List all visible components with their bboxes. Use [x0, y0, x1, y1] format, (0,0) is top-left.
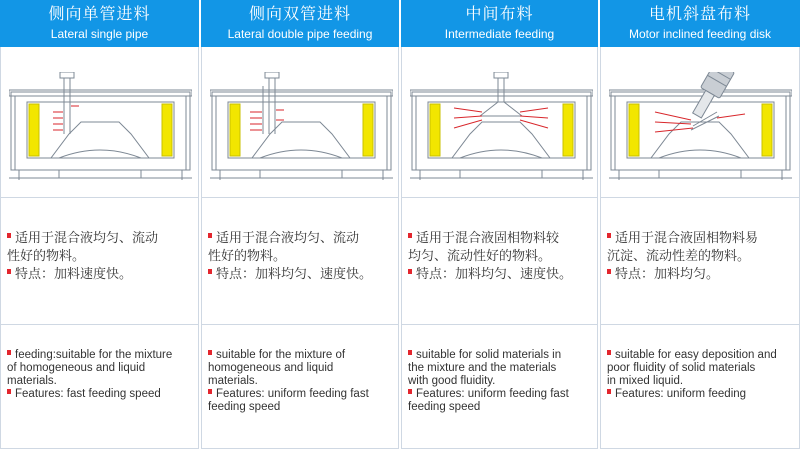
- en-line: Features: uniform feeding fast: [416, 388, 569, 400]
- zh-line: 适用于混合液均匀、流动: [15, 231, 159, 246]
- basket-wall-right-icon: [162, 104, 172, 156]
- description-en: [607, 349, 793, 401]
- zh-line: 适用于混合液均匀、流动: [216, 231, 360, 246]
- en-line: feeding speed: [408, 401, 481, 413]
- zh-line: 性好的物料。: [7, 249, 86, 264]
- en-line: suitable for the mixture of: [216, 349, 346, 361]
- en-line: suitable for solid materials in: [416, 349, 562, 361]
- zh-line: 特点：加料均匀、速度快。: [416, 267, 573, 282]
- zh-line: 沉淀、流动性差的物料。: [607, 249, 751, 264]
- en-line: materials.: [208, 375, 258, 387]
- feed-pipe-icon: [263, 72, 279, 134]
- feed-pipe-icon: [60, 72, 74, 134]
- basket-wall-left-icon: [29, 104, 39, 156]
- centrifuge-basket-diagram-icon: [410, 72, 593, 184]
- feed-pipe-icon: [480, 72, 522, 116]
- description-zh-cell: [600, 198, 800, 325]
- basket-wall-right-icon: [363, 104, 373, 156]
- centrifuge-basket-diagram-icon: [609, 72, 792, 184]
- header-title-en: Intermediate feeding: [444, 27, 555, 41]
- en-line: suitable for easy deposition and: [615, 349, 777, 361]
- description-en-cell: [0, 325, 199, 449]
- description-en-cell: [600, 325, 800, 449]
- description-zh: [408, 230, 591, 284]
- en-line: Features: uniform feeding fast: [216, 388, 369, 400]
- centrifuge-basket-diagram-icon: [210, 72, 393, 184]
- red-bullet-icon: [408, 269, 412, 274]
- basket-wall-right-icon: [762, 104, 772, 156]
- basket-wall-left-icon: [230, 104, 240, 156]
- description-zh-cell: [401, 198, 598, 325]
- zh-line: 特点：加料均匀。: [615, 267, 720, 282]
- column-header: [0, 0, 199, 47]
- red-bullet-icon: [7, 269, 11, 274]
- column-header: [201, 0, 399, 47]
- red-bullet-icon: [607, 350, 611, 355]
- en-line: feeding:suitable for the mixture: [15, 349, 173, 361]
- header-title-en: Lateral double pipe feeding: [227, 27, 373, 41]
- red-bullet-icon: [607, 389, 611, 394]
- column-header: [600, 0, 800, 47]
- diagram-cell: [600, 47, 800, 198]
- description-zh-cell: [0, 198, 199, 325]
- description-zh: [208, 230, 392, 284]
- description-zh: [7, 230, 192, 284]
- en-line: feeding speed: [208, 401, 281, 413]
- red-bullet-icon: [607, 269, 611, 274]
- en-line: Features: uniform feeding: [615, 388, 747, 400]
- description-en: [408, 349, 591, 414]
- red-bullet-icon: [7, 389, 11, 394]
- red-bullet-icon: [208, 233, 212, 238]
- en-line: in mixed liquid.: [607, 375, 684, 387]
- diagram-cell: [401, 47, 598, 198]
- header-title-zh: 电机斜盘布料: [648, 4, 751, 23]
- en-line: of homogeneous and liquid: [7, 362, 146, 374]
- column-lateral-single-pipe: [0, 0, 199, 449]
- basket-wall-left-icon: [430, 104, 440, 156]
- red-bullet-icon: [208, 269, 212, 274]
- diagram-cell: [0, 47, 199, 198]
- description-en: [7, 349, 192, 401]
- red-bullet-icon: [7, 350, 11, 355]
- en-line: poor fluidity of solid materials: [607, 362, 756, 374]
- red-bullet-icon: [408, 233, 412, 238]
- header-title-en: Motor inclined feeding disk: [628, 27, 772, 41]
- en-line: materials.: [7, 375, 57, 387]
- description-zh-cell: [201, 198, 399, 325]
- description-en-cell: [401, 325, 598, 449]
- header-title-zh: 侧向双管进料: [248, 4, 351, 23]
- zh-line: 适用于混合液固相物料易: [615, 231, 759, 246]
- feed-arrows: [454, 108, 548, 128]
- diagram-cell: [201, 47, 399, 198]
- en-line: the mixture and the materials: [408, 362, 557, 374]
- zh-line: 特点：加料均匀、速度快。: [216, 267, 373, 282]
- centrifuge-basket-diagram-icon: [9, 72, 192, 184]
- en-line: homogeneous and liquid: [208, 362, 334, 374]
- description-en: [208, 349, 392, 414]
- header-title-zh: 中间布料: [465, 4, 534, 23]
- red-bullet-icon: [208, 350, 212, 355]
- zh-line: 均匀、流动性好的物料。: [408, 249, 552, 264]
- basket-wall-left-icon: [629, 104, 639, 156]
- red-bullet-icon: [7, 233, 11, 238]
- header-title-en: Lateral single pipe: [50, 27, 149, 41]
- red-bullet-icon: [208, 389, 212, 394]
- en-line: with good fluidity.: [408, 375, 496, 387]
- column-header: [401, 0, 598, 47]
- description-zh: [607, 230, 793, 284]
- red-bullet-icon: [408, 350, 412, 355]
- feed-arrows: [250, 110, 284, 130]
- red-bullet-icon: [607, 233, 611, 238]
- column-lateral-double-pipe: [201, 0, 399, 449]
- feed-arrows: [53, 106, 79, 130]
- zh-line: 性好的物料。: [208, 249, 287, 264]
- description-en-cell: [201, 325, 399, 449]
- header-title-zh: 侧向单管进料: [48, 4, 151, 23]
- zh-line: 特点：加料速度快。: [15, 267, 133, 282]
- zh-line: 适用于混合液固相物料较: [416, 231, 560, 246]
- red-bullet-icon: [408, 389, 412, 394]
- column-intermediate-feeding: [401, 0, 598, 449]
- column-motor-inclined-disk: [600, 0, 800, 449]
- basket-wall-right-icon: [563, 104, 573, 156]
- en-line: Features: fast feeding speed: [15, 388, 161, 400]
